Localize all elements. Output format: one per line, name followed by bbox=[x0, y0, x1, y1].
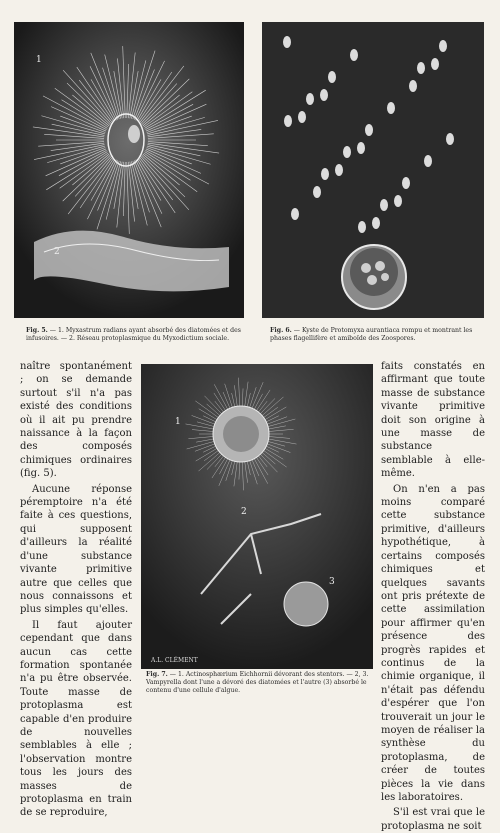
zoospore bbox=[313, 186, 321, 198]
figure-5-caption bbox=[26, 327, 246, 343]
figure-6-image bbox=[262, 22, 484, 318]
figure-5-caption-text: — 1. Myxastrum radians ayant absorbé des diatomées et des infusoires. — 2. Réseau protoplasmique du Myxodictium sociale. bbox=[26, 327, 241, 342]
zoospore bbox=[446, 133, 454, 145]
zoospore bbox=[431, 58, 439, 70]
figure-7-label-2: 2 bbox=[241, 507, 247, 517]
figure-7-image bbox=[141, 364, 373, 669]
zoospore bbox=[320, 89, 328, 101]
zoospore bbox=[372, 217, 380, 229]
zoospore bbox=[439, 40, 447, 52]
figure-7-label-1: 1 bbox=[175, 417, 181, 427]
figure-6-caption-text: — Kyste de Protomyxa aurantiaca rompu et montrant les phases flagellifère et amiboïde des Zoospores. bbox=[270, 327, 473, 342]
left-paragraph-2: Aucune réponse péremptoire n'a été faite à ces questions, qui supposent d'ailleurs la réalité d'une substance vivante primitive autre que celles que nous connaissons et plus simples qu'elles. bbox=[20, 483, 132, 616]
zoospore bbox=[291, 208, 299, 220]
left-paragraph-3: Il faut ajouter cependant que dans aucun cas cette formation spontanée n'a pu être observée. Toute masse de protoplasma est capable d'en produire de nouvelles semblables à elle ; l'observation montre tous les jours des masses de protoplasma en train de se reproduire, bbox=[20, 619, 132, 819]
zoospore bbox=[350, 49, 358, 61]
zoospore bbox=[387, 102, 395, 114]
figure-5-number: Fig. 5. bbox=[26, 327, 48, 334]
zoospore bbox=[284, 115, 292, 127]
figure-6-caption bbox=[270, 327, 482, 343]
zoospore bbox=[409, 80, 417, 92]
zoospore bbox=[283, 36, 291, 48]
zoospore bbox=[394, 195, 402, 207]
zoospore bbox=[328, 71, 336, 83]
figure-6-number: Fig. 6. bbox=[270, 327, 292, 334]
figure-5-image bbox=[14, 22, 244, 318]
zoospore bbox=[357, 142, 365, 154]
figure-7-number: Fig. 7. bbox=[146, 671, 168, 678]
zoospore bbox=[298, 111, 306, 123]
zoospore bbox=[343, 146, 351, 158]
right-text-column bbox=[381, 360, 485, 832]
zoospore bbox=[306, 93, 314, 105]
zoospore bbox=[358, 221, 366, 233]
zoospore bbox=[335, 164, 343, 176]
figure-7-engraver-signature: A.L. CLÉMENT bbox=[151, 657, 198, 664]
left-text-column bbox=[20, 360, 132, 819]
zoospore bbox=[402, 177, 410, 189]
figure-7-engraving bbox=[141, 364, 373, 669]
right-paragraph-1: faits constatés en affirmant que toute masse de substance vivante primitive doit son origine à une masse de substance semblable à elle-même. bbox=[381, 361, 485, 480]
zoospore bbox=[417, 62, 425, 74]
right-paragraph-2: On n'en a pas moins comparé cette substance primitive, d'ailleurs hypothétique, à certains composés chimiques et quelques savants ont pris prétexte de cette assimilation pour affirmer qu'en présence des progrès rapides et continus de la chimie organique, il n'était pas défendu d'espérer que l'on trouverait un jour le moyen de réaliser la synthèse du protoplasma, de créer de toutes pièces la vie dans les laboratoires. bbox=[381, 483, 485, 803]
zoospore bbox=[380, 199, 388, 211]
figure-6-engraving bbox=[262, 22, 484, 318]
left-paragraph-1: naître spontanément ; on se demande surtout s'il n'a pas existé des conditions où il ait pu prendre naissance à la façon des composés chimiques ordinaires (fig. 5). bbox=[20, 361, 132, 480]
figure-5-label-1: 1 bbox=[36, 55, 42, 65]
figure-7-label-3: 3 bbox=[329, 577, 335, 587]
zoospore bbox=[424, 155, 432, 167]
figure-5-label-2: 2 bbox=[54, 247, 60, 257]
zoospore bbox=[365, 124, 373, 136]
figure-5-engraving bbox=[14, 22, 244, 318]
zoospore bbox=[321, 168, 329, 180]
figure-7-caption-text: — 1. Actinosphærium Eichhornii dévorant des stentors. — 2, 3. Vampyrella dont l'une a dévoré des diatomées et l'autre (3) absorbé le contenu d'une cellule d'algue. bbox=[146, 671, 369, 694]
right-paragraph-3: S'il est vrai que le protoplasma ne soit bbox=[381, 807, 485, 832]
figure-7-caption bbox=[146, 671, 372, 698]
